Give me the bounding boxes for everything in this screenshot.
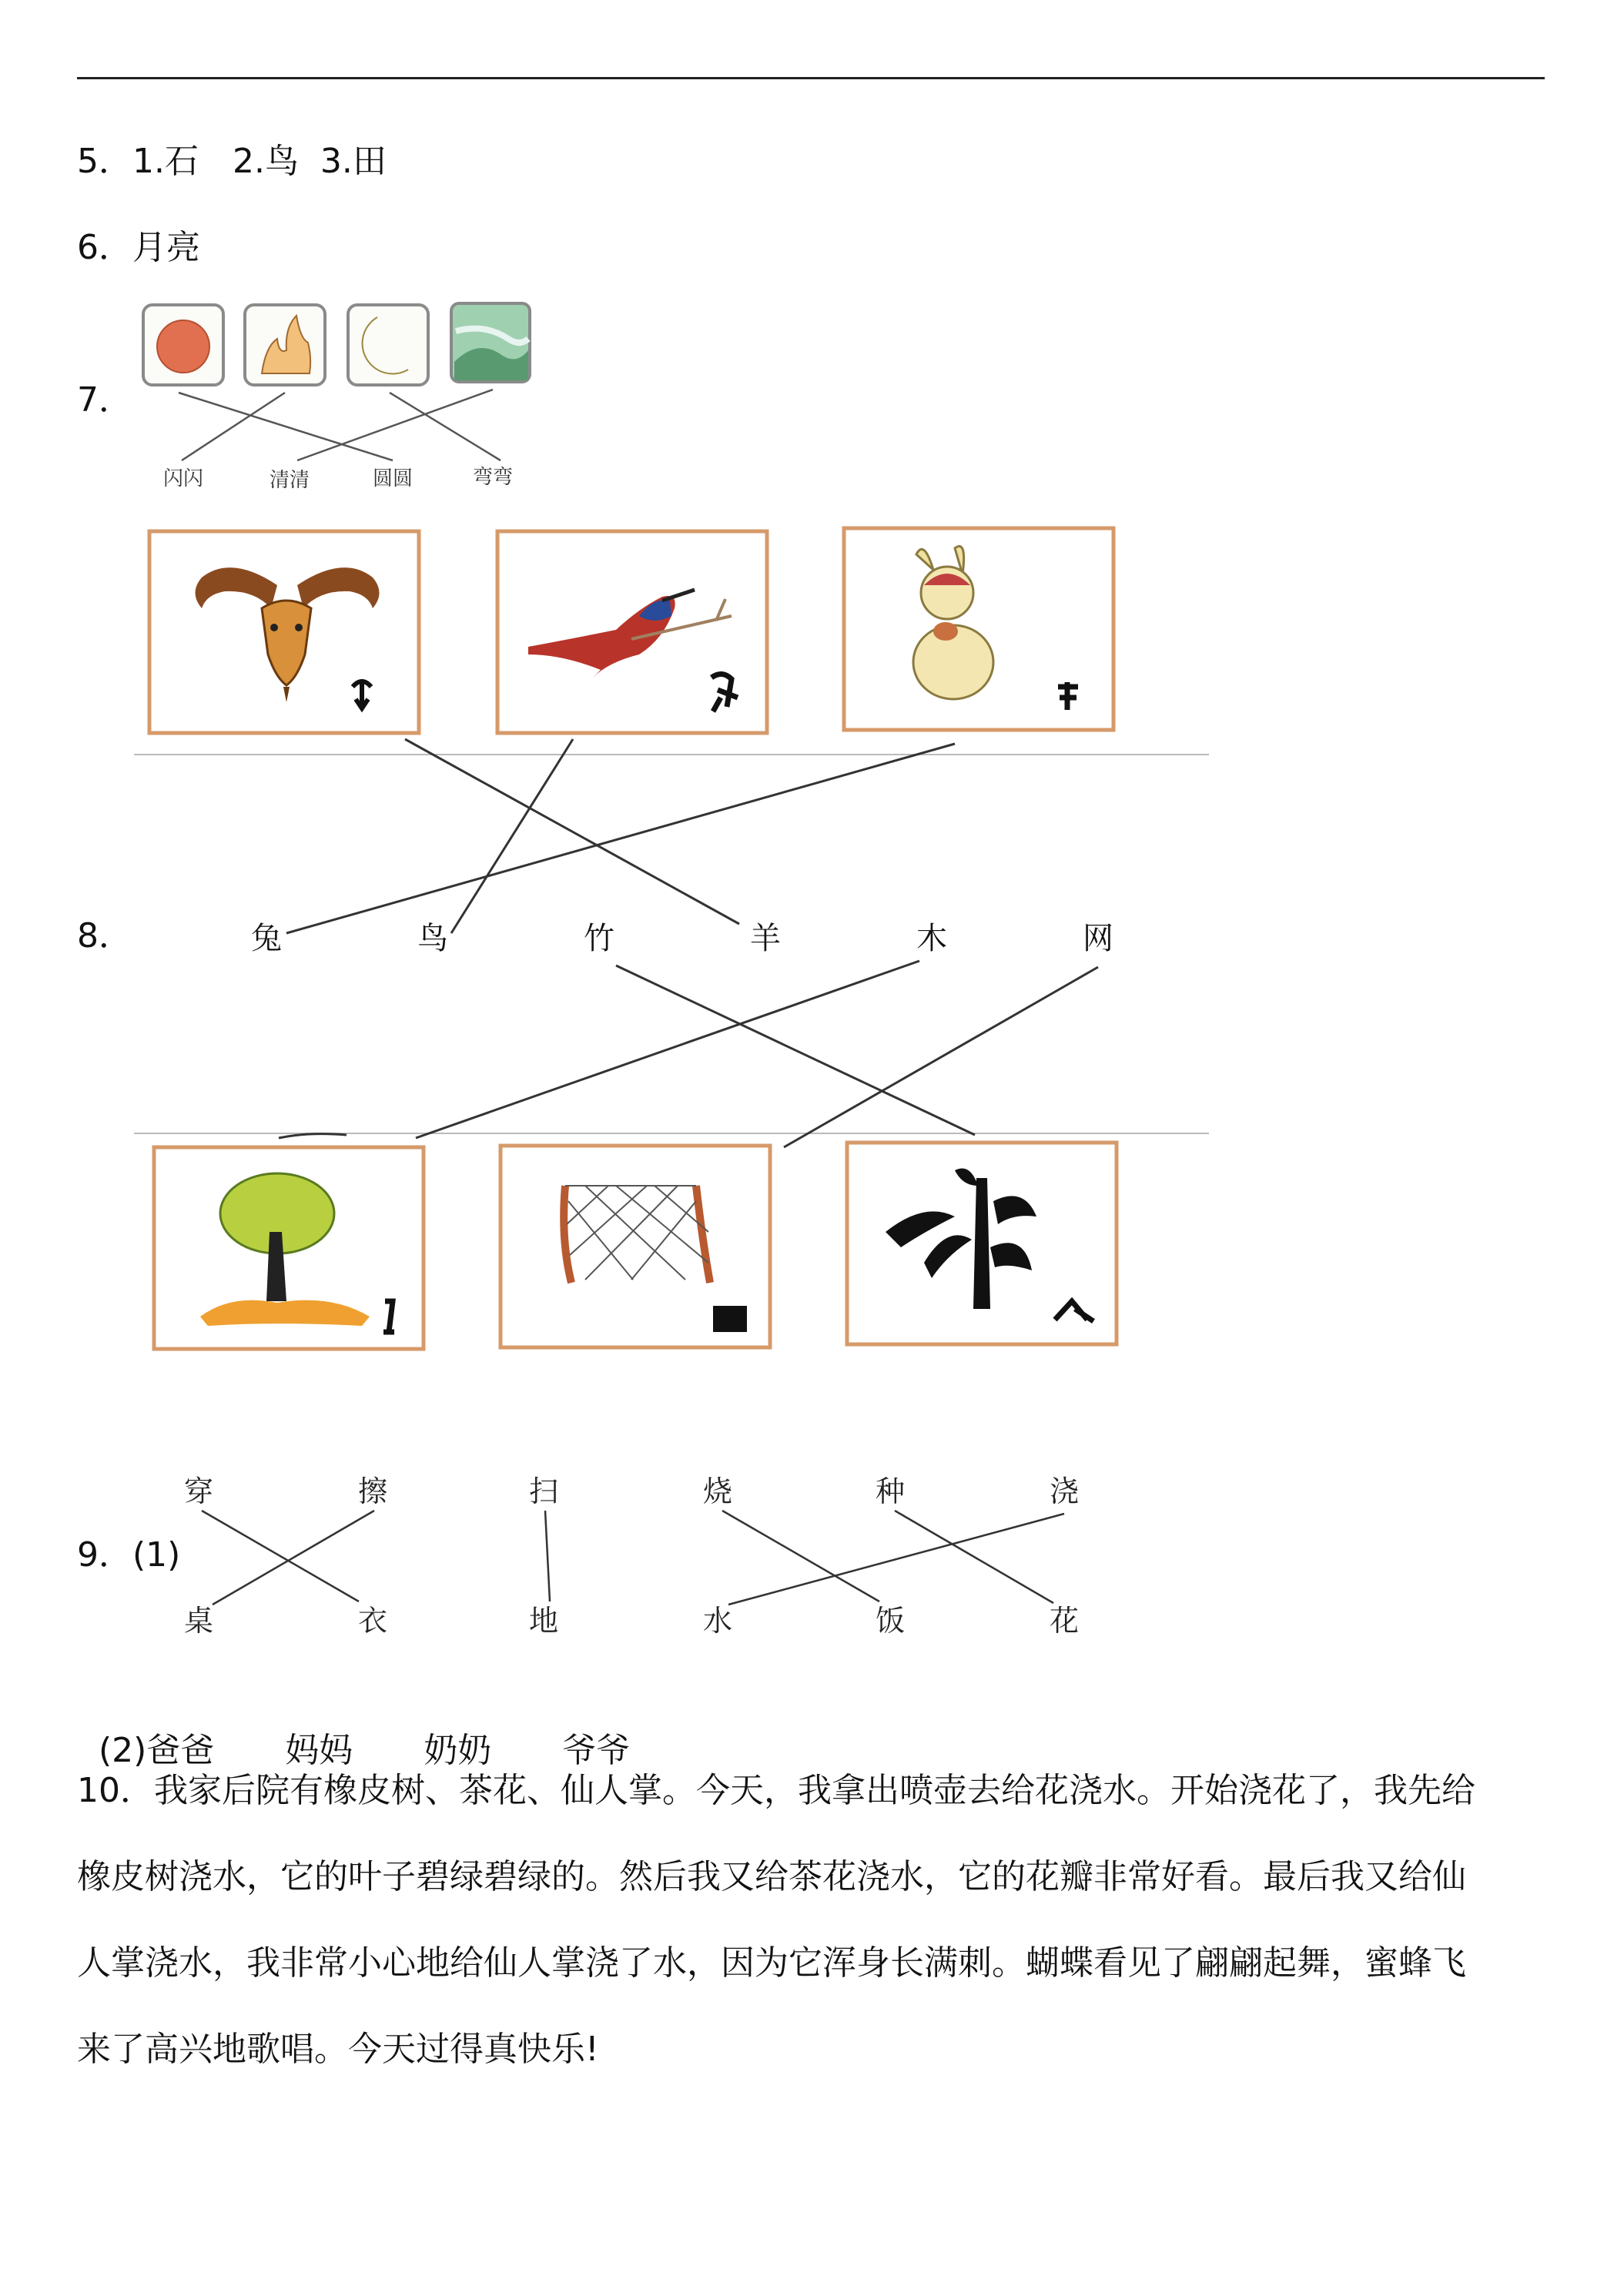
q8-bottom-row — [154, 1143, 1117, 1349]
q9-top-word: 穿 — [183, 1474, 214, 1508]
q7-connectors — [179, 390, 501, 460]
rabbit-picture — [844, 528, 1113, 730]
connector-line — [213, 1511, 374, 1605]
fire-icon — [245, 305, 325, 385]
网-ancient-glyph — [713, 1306, 747, 1332]
bird-picture — [497, 531, 767, 733]
paragraph-line: 10．我家后院有橡皮树、茶花、仙人掌。今天，我拿出喷壶去给花浇水。开始浇花了，我先给 — [77, 1771, 1475, 1810]
q9-bottom-word: 桌 — [183, 1604, 214, 1638]
q9-top-word: 浇 — [1049, 1474, 1080, 1508]
q8-connectors — [279, 739, 1098, 1147]
q8-top-row — [149, 528, 1113, 733]
connector-line — [202, 1511, 359, 1602]
q8-char-rabbit: 兔 — [251, 921, 282, 956]
connector-line — [405, 739, 739, 924]
q9-top-word: 擦 — [357, 1474, 388, 1508]
connector-line — [416, 961, 919, 1138]
sun-icon — [143, 305, 223, 385]
connector-line — [784, 967, 1098, 1147]
tree-picture — [154, 1147, 424, 1349]
q9-bottom-word: 地 — [528, 1604, 559, 1638]
connector-line — [297, 390, 493, 460]
connector-line — [179, 393, 393, 460]
answer-5: 5．1.石 2.鸟 3.田 — [77, 142, 387, 181]
q7-word: 圆圆 — [372, 467, 414, 490]
q8-char-goat: 羊 — [750, 921, 781, 956]
connector-line — [616, 966, 975, 1135]
q7-word: 清清 — [269, 469, 310, 492]
connector-line — [279, 1134, 347, 1138]
q9-bottom-word: 饭 — [875, 1604, 906, 1638]
connector-line — [390, 393, 501, 460]
river-icon — [451, 303, 530, 382]
q8-char-net: 网 — [1083, 921, 1113, 956]
q8-char-bamboo: 竹 — [584, 921, 614, 956]
net-picture — [501, 1146, 770, 1347]
connector-line — [545, 1511, 550, 1602]
answer-9-number: 9．(1) — [77, 1535, 181, 1575]
answer-8-number: 8． — [77, 916, 132, 956]
q7-word: 弯弯 — [472, 466, 514, 489]
paragraph-line: 来了高兴地歌唱。今天过得真快乐! — [77, 2030, 599, 2069]
connector-line — [286, 744, 955, 933]
q9-top-word: 种 — [875, 1474, 906, 1508]
q7-word: 闪闪 — [162, 467, 204, 490]
q9-bottom-word: 水 — [702, 1604, 733, 1638]
connector-line — [182, 393, 285, 460]
q7-icon-row — [143, 303, 530, 385]
q9-connectors — [202, 1511, 1064, 1605]
bamboo-picture — [847, 1143, 1117, 1344]
moon-icon — [348, 305, 428, 385]
family-word-dad: (2)爸爸 — [98, 1731, 215, 1770]
connector-line — [895, 1511, 1053, 1603]
family-word-mom: 妈妈 — [285, 1731, 353, 1770]
q9-bottom-word: 花 — [1049, 1604, 1080, 1638]
connector-line — [728, 1514, 1064, 1605]
q9-bottom-word: 衣 — [357, 1604, 388, 1638]
q8-char-wood: 木 — [916, 921, 947, 956]
connector-line — [722, 1511, 879, 1602]
q9-top-word: 扫 — [528, 1474, 559, 1508]
q8-char-bird: 鸟 — [417, 921, 448, 956]
family-word-grandma: 奶奶 — [424, 1731, 492, 1770]
answer-7-number: 7． — [77, 380, 132, 420]
paragraph-line: 人掌浇水，我非常小心地给仙人掌浇了水，因为它浑身长满刺。蝴蝶看见了翩翩起舞，蜜蜂飞 — [77, 1943, 1466, 1983]
connector-line — [451, 739, 573, 933]
paragraph-line: 橡皮树浇水，它的叶子碧绿碧绿的。然后我又给茶花浇水，它的花瓣非常好看。最后我又给仙 — [77, 1857, 1466, 1896]
q9-top-word: 烧 — [702, 1474, 733, 1508]
answer-6: 6．月亮 — [77, 228, 200, 267]
goat-picture — [149, 531, 419, 733]
family-word-grandpa: 爷爷 — [562, 1731, 631, 1770]
